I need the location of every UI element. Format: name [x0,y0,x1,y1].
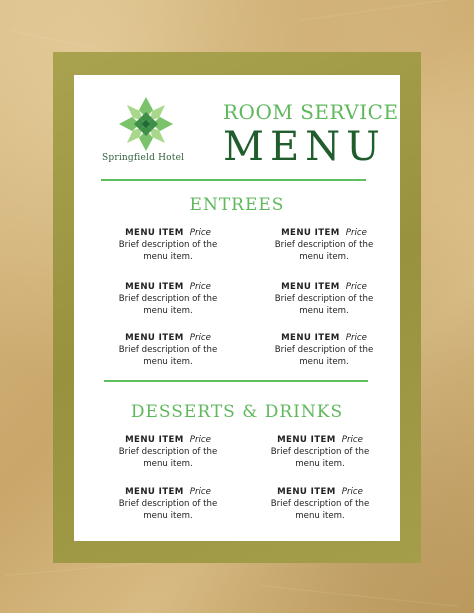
menu-item [113,227,223,263]
leaf-flower-icon [117,95,175,153]
item-name: MENU ITEM [281,333,340,343]
item-price: Price [345,333,367,343]
menu-item [265,486,375,522]
item-price: Price [341,487,363,497]
item-name: MENU ITEM [125,487,184,497]
section-title-desserts-drinks: DESSERTS & DRINKS [130,402,344,422]
item-name: MENU ITEM [277,487,336,497]
item-name: MENU ITEM [281,282,340,292]
item-description: Brief description of the menu item. [270,447,370,469]
item-description: Brief description of the menu item. [274,240,374,262]
section-title-entrees: ENTREES [189,195,285,215]
menu-item [113,486,223,522]
paper-crease [300,0,459,21]
item-price: Price [189,282,211,292]
item-price: Price [345,282,367,292]
menu-item [113,332,223,368]
hotel-name: Springfield Hotel [102,153,185,163]
menu-title: MENU [223,124,386,170]
menu-item [269,227,379,263]
item-price: Price [189,228,211,238]
item-name: MENU ITEM [277,435,336,445]
item-name: MENU ITEM [125,435,184,445]
item-name: MENU ITEM [281,228,340,238]
item-price: Price [189,333,211,343]
room-service-subtitle: ROOM SERVICE [223,100,399,124]
paper-crease [260,585,459,607]
item-name: MENU ITEM [125,228,184,238]
item-name: MENU ITEM [125,282,184,292]
item-description: Brief description of the menu item. [118,240,218,262]
menu-item [269,281,379,317]
item-description: Brief description of the menu item. [118,294,218,316]
divider-middle [104,380,368,382]
item-price: Price [341,435,363,445]
menu-item [113,281,223,317]
menu-item [113,434,223,470]
item-description: Brief description of the menu item. [274,345,374,367]
menu-item [265,434,375,470]
item-description: Brief description of the menu item. [270,499,370,521]
item-price: Price [345,228,367,238]
item-description: Brief description of the menu item. [274,294,374,316]
menu-item [269,332,379,368]
item-price: Price [189,435,211,445]
divider-top [101,179,366,181]
item-description: Brief description of the menu item. [118,345,218,367]
item-name: MENU ITEM [125,333,184,343]
item-price: Price [189,487,211,497]
item-description: Brief description of the menu item. [118,499,218,521]
item-description: Brief description of the menu item. [118,447,218,469]
